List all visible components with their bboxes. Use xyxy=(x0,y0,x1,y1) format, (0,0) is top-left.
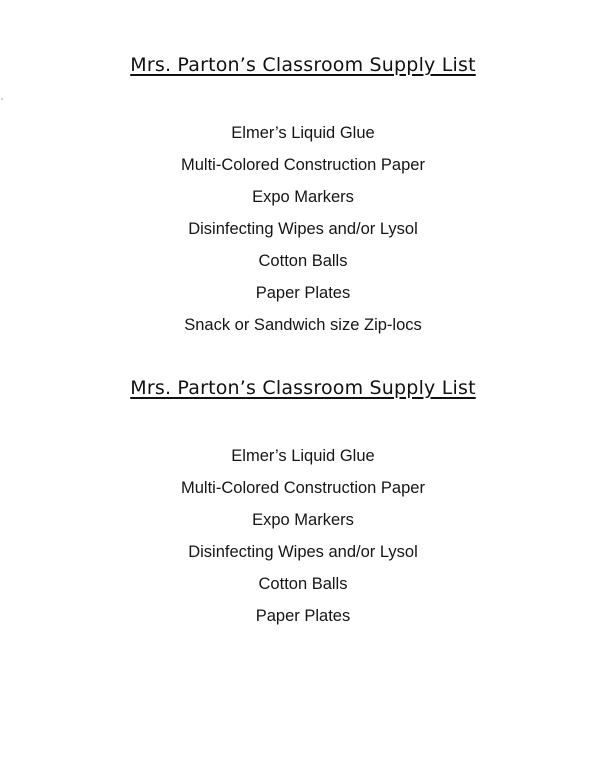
supply-list-section-1 xyxy=(0,50,606,341)
supply-item-paper-plates: Paper Plates xyxy=(255,284,351,302)
supply-list-section-2 xyxy=(0,373,606,632)
supply-items-list xyxy=(0,440,606,632)
supply-list-title: Mrs. Parton’s Classroom Supply List xyxy=(130,54,476,76)
supply-item-construction-paper: Multi-Colored Construction Paper xyxy=(181,479,425,497)
supply-item-liquid-glue: Elmer’s Liquid Glue xyxy=(231,124,375,142)
supply-item-cotton-balls: Cotton Balls xyxy=(258,252,348,270)
supply-item-paper-plates: Paper Plates xyxy=(255,607,351,625)
supply-item-cotton-balls: Cotton Balls xyxy=(258,575,348,593)
supply-item-liquid-glue: Elmer’s Liquid Glue xyxy=(231,447,375,465)
supply-item-expo-markers: Expo Markers xyxy=(252,188,354,206)
supply-list-title: Mrs. Parton’s Classroom Supply List xyxy=(130,377,476,399)
supply-item-disinfecting-wipes: Disinfecting Wipes and/or Lysol xyxy=(188,220,418,238)
supply-items-list xyxy=(0,117,606,341)
supply-item-expo-markers: Expo Markers xyxy=(252,511,354,529)
supply-item-zip-locs: Snack or Sandwich size Zip-locs xyxy=(184,316,422,334)
supply-item-disinfecting-wipes: Disinfecting Wipes and/or Lysol xyxy=(188,543,418,561)
supply-item-construction-paper: Multi-Colored Construction Paper xyxy=(181,156,425,174)
